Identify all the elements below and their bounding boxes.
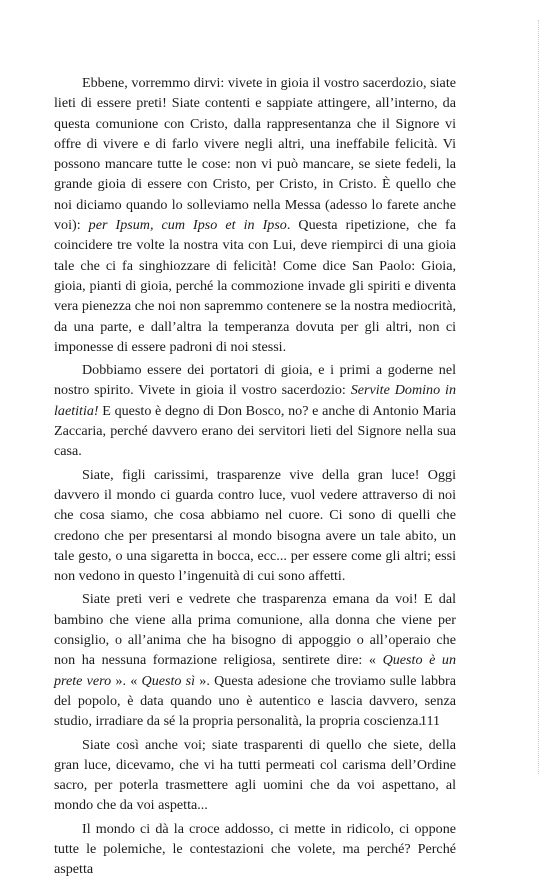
- paragraph: [54, 819, 456, 880]
- text-run: Siate così anche voi; siate trasparenti di quello che siete, della gran luce, dicevamo, che vi ha tutti permeati col carisma dell’Ordine sacro, per poterla trasmettere agli uomini che da voi aspettano, al mondo che da voi aspetta...: [54, 736, 456, 814]
- paragraph: [54, 73, 456, 357]
- text-run: Il mondo ci dà la croce addosso, ci mette in ridicolo, ci oppone tutte le polemiche, le contestazioni che volete, ma perché? Perché aspetta: [54, 820, 456, 878]
- paragraph: [54, 360, 456, 461]
- text-run: Dobbiamo essere dei portatori di gioia, e i primi a goderne nel nostro spirito. Vivete in gioia il vostro sacerdozio:: [54, 362, 456, 399]
- paragraph: [54, 465, 456, 587]
- page-number: 111: [420, 714, 440, 729]
- scan-edge: [538, 20, 541, 774]
- latin-quote: per Ipsum, cum Ipso et in Ipso: [88, 217, 287, 234]
- page-body: [54, 73, 456, 880]
- quoted-phrase: Questo è un prete vero: [54, 652, 457, 689]
- quoted-phrase: Questo sì: [141, 672, 196, 689]
- text-run: ». «: [111, 672, 142, 689]
- text-run: Ebbene, vorremmo dirvi: vivete in gioia il vostro sacerdozio, siate lieti di essere preti! Siate contenti e sappiate attingere, all’interno, da questa comunione con Cristo, dalla rappresentanza che il Signore vi offre di vivere e di farlo vivere negli altri, una ineffabile felicità. Vi possono mancare tutte le cose: non vi può mancare, se siete fedeli, la grande gioia di essere con Cristo, per Cristo, in Cristo. È quello che noi diciamo quando lo solleviamo nella Messa (adesso lo farete anche voi):: [54, 75, 456, 234]
- text-run: Siate preti veri e vedrete che trasparenza emana da voi! E dal bambino che viene alla prima comunione, alla donna che viene per consiglio, o all’anima che ha bisogno di appoggio o all’operaio che non ha nessuna formazione religiosa, sentirete dire: «: [54, 591, 456, 669]
- text-run: Siate, figli carissimi, trasparenze vive della gran luce! Oggi davvero il mondo ci guarda contro luce, vuol vedere attraverso di noi che cosa siamo, che cosa abbiamo nel cuore. Ci sono di quelli che credono che per presentarsi al mondo bisogna avere un tale abito, un tale gesto, o una sigaretta in bocca, ecc... per essere come gli altri; essi non vedono in questo l’ingenuità di cui sono affetti.: [54, 466, 456, 585]
- text-run: ». Questa adesione che troviamo sulle labbra del popolo, è data quando uno è autentico e lascia davvero, senza studio, irradiare da sé la propria personalità, la propria coscienza.: [54, 672, 456, 730]
- paragraph: [54, 589, 456, 731]
- latin-quote: Servite Domino in laetitia!: [54, 382, 456, 419]
- paragraph: [54, 735, 456, 816]
- text-run: . Questa ripetizione, che fa coincidere tre volte la nostra vita con Lui, deve riempirci di una gioia tale che ci fa singhiozzare di felicità! Come dice San Paolo: Gioia, gioia, pianti di gioia, perché la commozione invade gli spiriti e diventa vera pienezza che noi non sapremmo contenere se la nostra mediocrità, da una parte, e dall’altra la temperanza dovuta per gli altri, non ci imponesse di essere padroni di noi stessi.: [54, 217, 456, 355]
- text-run: E questo è degno di Don Bosco, no? e anche di Antonio Maria Zaccaria, perché davvero erano dei servitori lieti del Signore nella sua casa.: [54, 402, 456, 460]
